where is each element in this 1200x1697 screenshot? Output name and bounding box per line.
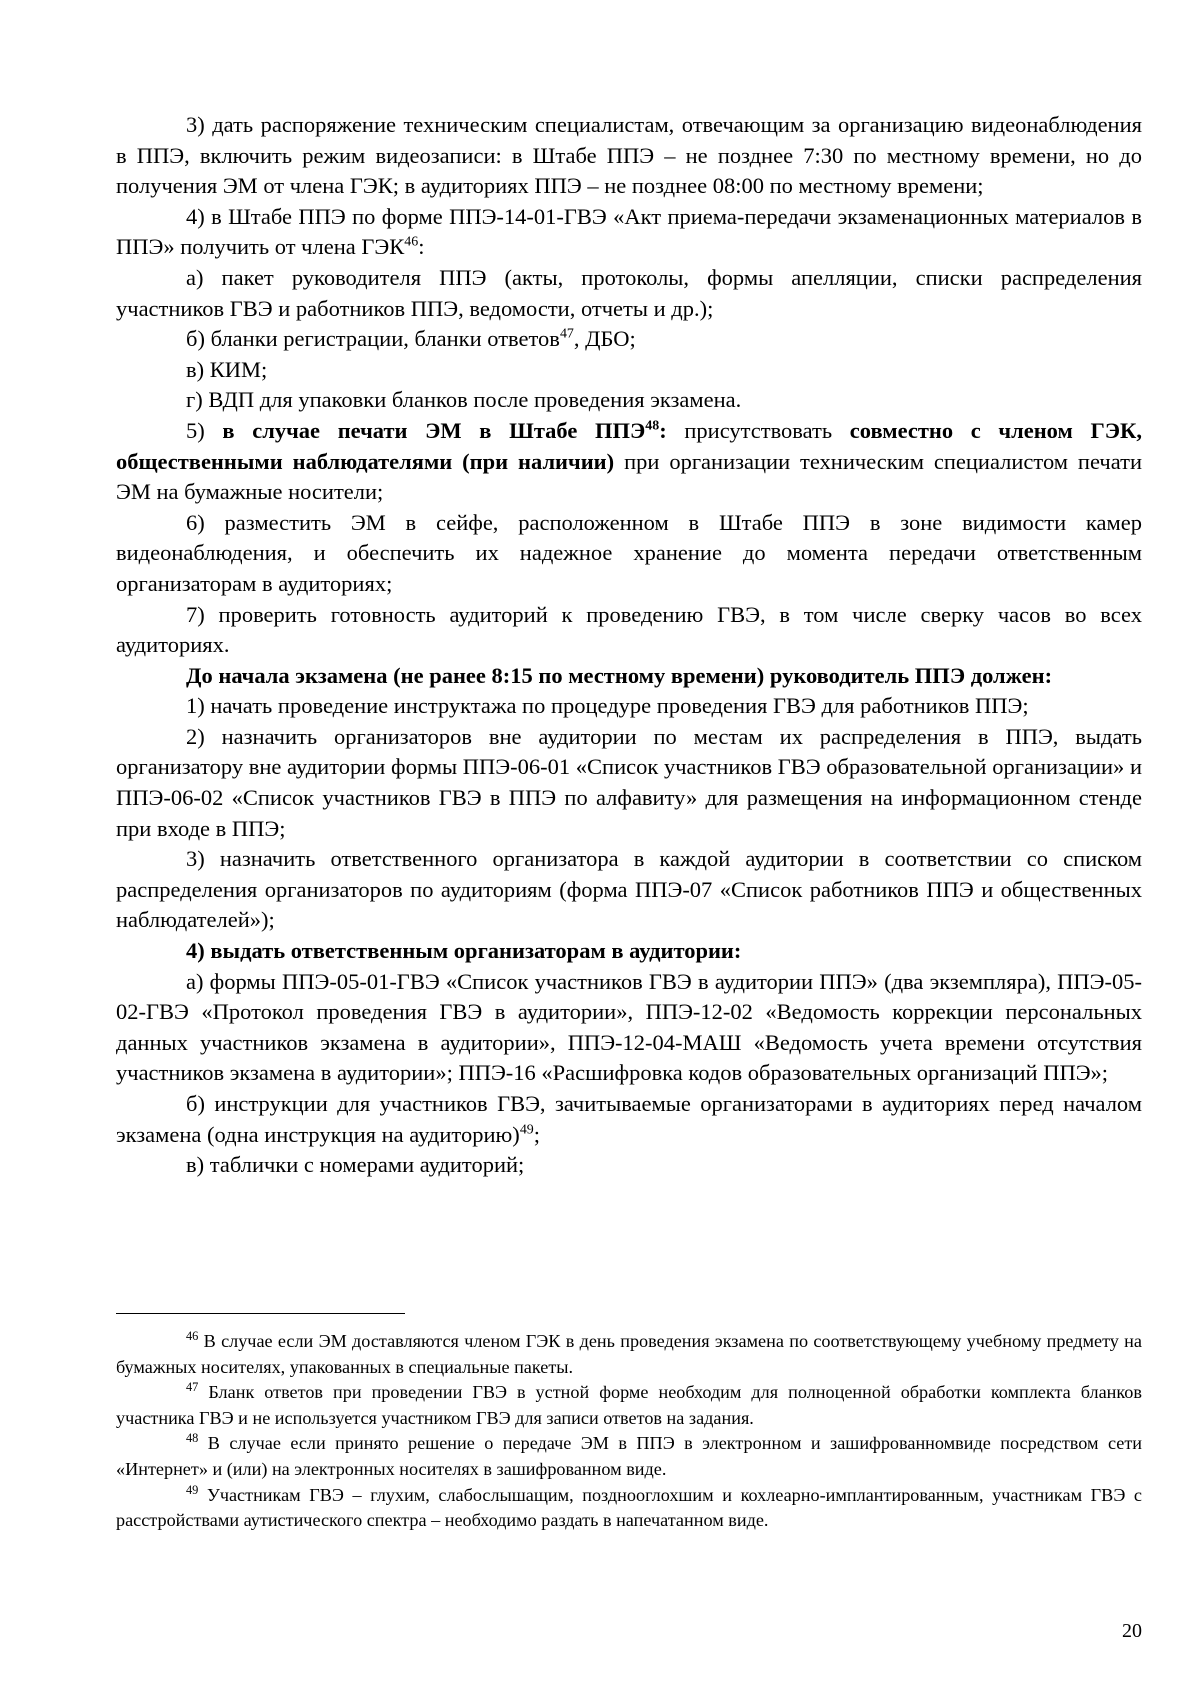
text-run: : [418,234,425,260]
text-run: , ДБО; [573,326,636,352]
text-run: а) формы ППЭ-05-01-ГВЭ «Список участников ГВЭ в аудитории ППЭ» (два экземпляра), ППЭ-05-02-ГВЭ «Протокол проведения ГВЭ в аудитории», ППЭ-12-02 «Ведомость коррекции персональных данных участников экзамена в аудитории», ППЭ-12-04-МАШ «Ведомость учета времени отсутствия участников экзамена в аудитории»; ППЭ-16 «Расшифровка кодов образовательных организаций ППЭ»; [116,968,1142,1086]
text-run: 6) разместить ЭМ в сейфе, расположенном в Штабе ППЭ в зоне видимости камер видеонаблюдения, и обеспечить их надежное хранение до момента передачи ответственным организаторам в аудиториях; [116,509,1142,596]
paragraph [116,385,1142,416]
text-run: 3) назначить ответственного организатора в каждой аудитории в соответствии со списком распределения организаторов по аудиториям (форма ППЭ-07 «Список работников ППЭ и общественных наблюдателей»); [116,846,1142,933]
footnote-48 [116,1431,1142,1482]
footnotes [116,1329,1142,1534]
paragraph [116,508,1142,600]
footnote-text: Участникам ГВЭ – глухим, слабослышащим, позднооглохшим и кохлеарно-имплантированным, участникам ГВЭ с расстройствами аутистического спектра – необходимо раздать в напечатанном виде. [116,1484,1142,1531]
footnote-text: Бланк ответов при проведении ГВЭ в устной форме необходим для полноценной обработки комплекта бланков участника ГВЭ и не используется участником ГВЭ для записи ответов на задания. [116,1382,1142,1428]
paragraph [116,691,1142,722]
paragraph [116,936,1142,967]
text-run: ; [533,1121,541,1147]
bold-text: в случае печати ЭМ в Штабе ППЭ [222,417,646,443]
text-run: а) пакет руководителя ППЭ (акты, протоколы, формы апелляции, списки распределения участников ГВЭ и работников ППЭ, ведомости, отчеты и др.); [116,264,1142,321]
text-run: присутствовать [666,417,850,443]
footnote-47 [116,1380,1142,1431]
body-text [116,110,1142,1181]
text-run: б) бланки регистрации, бланки ответов [186,326,560,352]
bold-text: До начала экзамена (не ранее 8:15 по местному времени) руководитель ППЭ должен: [186,662,1053,688]
bold-text: 4) выдать ответственным организаторам в аудитории: [186,938,742,964]
footnote-number: 48 [186,1431,199,1446]
paragraph [116,600,1142,661]
paragraph [116,416,1142,508]
footnote-ref: 47 [559,326,574,342]
footnote-number: 49 [186,1482,199,1497]
text-run: 4) в Штабе ППЭ по форме ППЭ-14-01-ГВЭ «Акт приема-передачи экзаменационных материалов в ППЭ» получить от члена ГЭК [116,203,1142,260]
text-run: 1) начать проведение инструктажа по процедуре проведения ГВЭ для работников ППЭ; [186,693,1029,719]
paragraph [116,1089,1142,1150]
footnote-49 [116,1483,1142,1534]
text-run: 7) проверить готовность аудиторий к проведению ГВЭ, в том числе сверку часов во всех аудиториях. [116,601,1142,658]
footnote-ref: 48 [645,418,660,434]
paragraph [116,324,1142,355]
paragraph [116,110,1142,202]
footnote-number: 46 [186,1328,199,1343]
page-number: 20 [1122,1620,1142,1642]
text-run: 5) [186,417,223,443]
paragraph [116,202,1142,263]
footnote-ref: 49 [519,1122,534,1138]
footnote-text: В случае если принято решение о передаче ЭМ в ППЭ в электронном и зашифрованномвиде посредством сети «Интернет» и (или) на электронных носителях в зашифрованном виде. [116,1433,1142,1479]
paragraph [116,355,1142,386]
footnote-number: 47 [186,1380,199,1395]
paragraph [116,967,1142,1089]
paragraph [116,1150,1142,1181]
footnote-46 [116,1329,1142,1380]
text-run: г) ВДП для упаковки бланков после проведения экзамена. [186,387,742,413]
paragraph [116,722,1142,844]
footnote-ref: 46 [404,234,419,250]
text-run: при организации техническим специалистом печати ЭМ на бумажные носители; [116,448,1142,505]
text-run: 3) дать распоряжение техническим специалистам, отвечающим за организацию видеонаблюдения в ППЭ, включить режим видеозаписи: в Штабе ППЭ – не позднее 7:30 по местному времени, но до получения ЭМ от члена ГЭК; в аудиториях ППЭ – не позднее 08:00 по местному времени; [116,112,1142,199]
text-run: в) таблички с номерами аудиторий; [186,1152,525,1178]
text-run: в) КИМ; [186,356,268,382]
paragraph [116,661,1142,692]
paragraph [116,263,1142,324]
bold-text: : [659,417,667,443]
footnote-text: В случае если ЭМ доставляются членом ГЭК в день проведения экзамена по соответствующему учебному предмету на бумажных носителях, упакованных в специальные пакеты. [116,1331,1142,1377]
text-run: 2) назначить организаторов вне аудитории по местам их распределения в ППЭ, выдать организатору вне аудитории формы ППЭ-06-01 «Список участников ГВЭ образовательной организации» и ППЭ-06-02 «Список участников ГВЭ в ППЭ по алфавиту» для размещения на информационном стенде при входе в ППЭ; [116,723,1142,841]
footnote-separator [116,1313,405,1314]
paragraph [116,844,1142,936]
bold-text: совместно с членом ГЭК, общественными наблюдателями (при наличии) [116,417,1142,474]
text-run: б) инструкции для участников ГВЭ, зачитываемые организаторами в аудиториях перед началом экзамена (одна инструкция на аудиторию) [116,1091,1142,1147]
